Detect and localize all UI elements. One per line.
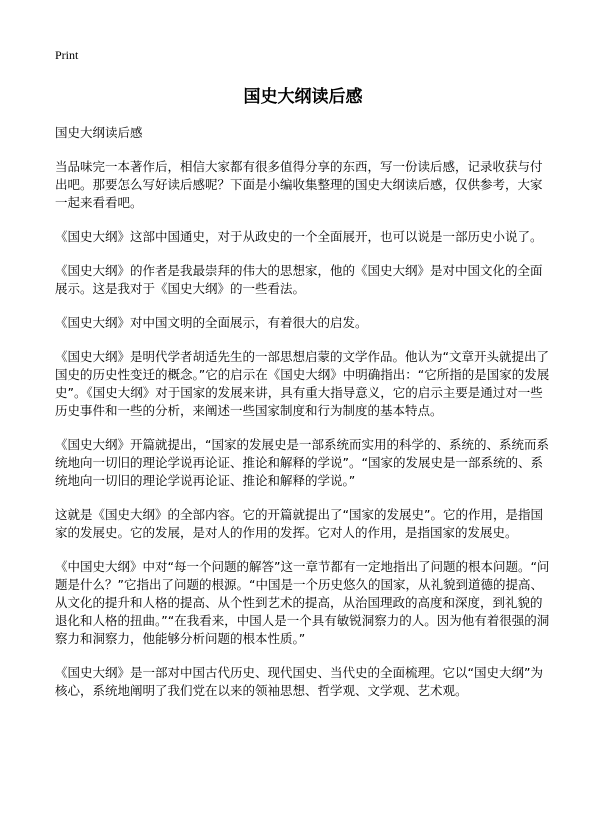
paragraph-5: 《国史大纲》是明代学者胡适先生的一部思想启蒙的文学作品。他认为“文章开头就提出了国史的历史性变迁的概念。”它的启示在《国史大纲》中明确指出：“它所指的是国家的发展史”。《国史大纲》对于国家的发展来讲，具有重大指导意义，它的启示主要是通过对一些历史事件和一些的分析，来阐述一些国家制度和行为制度的基本特点。 (55, 349, 550, 418)
paragraph-9: 《国史大纲》是一部对中国古代历史、现代国史、当代史的全面梳理。它以“国史大纲”为核心，系统地阐明了我们党在以来的领袖思想、哲学观、文学观、艺术观。 (55, 665, 543, 698)
paragraph-8: 《中国史大纲》中对“每一个问题的解答”这一章节都有一定地指出了问题的根本问题。“问题是什么？”它指出了问题的根源。“中国是一个历史悠久的国家，从礼貌到道德的提高、从文化的提升和人格的提高、从个性到艺术的提高，从治国理政的高度和深度，到礼貌的退化和人格的扭曲。”“在我看来，中国人是一个具有敏锐洞察力的人。因为他有着很强的洞察力和洞察力，他能够分析问题的根本性质。” (55, 559, 550, 646)
paragraph-6: 《国史大纲》开篇就提出，“国家的发展史是一部系统而实用的科学的、系统的、系统而系统地向一切旧的理论学说再论证、推论和解释的学说”。“国家的发展史是一部系统的、系统地向一切旧的理论学说再论证、推论和解释的学说。” (55, 437, 549, 488)
paragraph-2: 《国史大纲》这部中国通史，对于从政史的一个全面展开，也可以说是一部历史小说了。 (55, 229, 543, 244)
print-link[interactable]: Print (55, 48, 79, 62)
article-subtitle: 国史大纲读后感 (55, 125, 143, 140)
page-title: 国史大纲读后感 (243, 87, 363, 107)
paragraph-intro: 当品味完一本著作后，相信大家都有很多值得分享的东西，写一份读后感，记录收获与付出吧。那要怎么写好读后感呢？下面是小编收集整理的国史大纲读后感，仅供参考，大家一起来看看吧。 (55, 159, 543, 210)
paragraph-4: 《国史大纲》对中国文明的全面展示，有着很大的启发。 (55, 315, 368, 330)
paragraph-7: 这就是《国史大纲》的全部内容。它的开篇就提出了“国家的发展史”。它的作用，是指国家的发展史。它的发展，是对人的作用的发挥。它对人的作用，是指国家的发展史。 (55, 507, 543, 540)
paragraph-3: 《国史大纲》的作者是我最崇拜的伟大的思想家，他的《国史大纲》是对中国文化的全面展示。这是我对于《国史大纲》的一些看法。 (55, 263, 543, 296)
